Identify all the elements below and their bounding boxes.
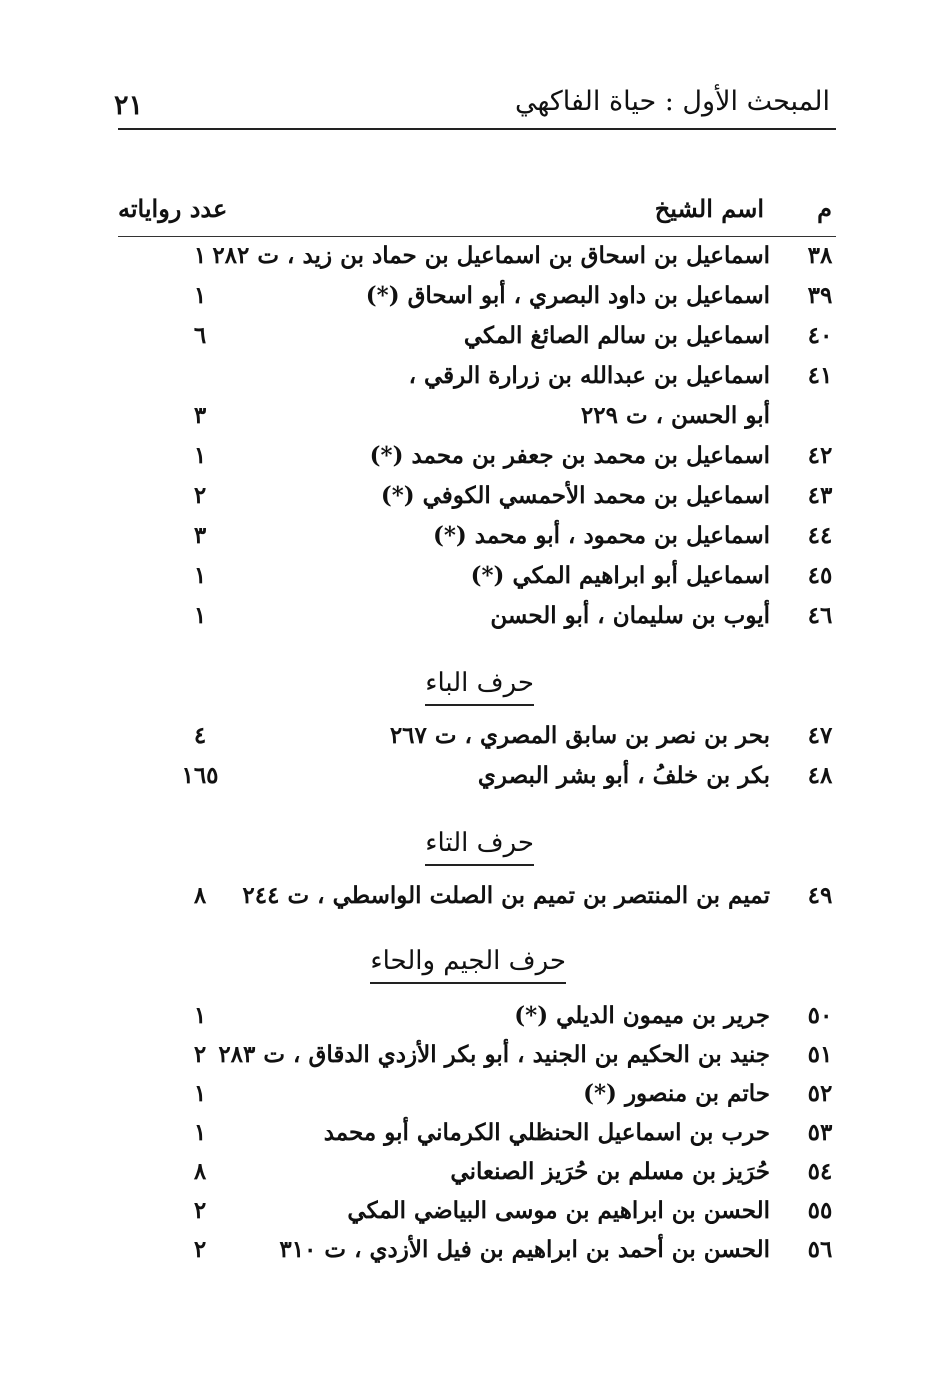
row-number: ٥٦ [807, 1236, 833, 1263]
running-header-title: المبحث الأول : حياة الفاكهي [514, 86, 830, 117]
row-number: ٤٩ [807, 882, 833, 909]
table-row [0, 722, 950, 762]
sheikh-name: الحسن بن ابراهيم بن موسى البياضي المكي [347, 1197, 770, 1224]
narration-count: ١ [193, 242, 207, 269]
section-heading-ba [425, 668, 534, 706]
table-row [0, 282, 950, 322]
sheikh-name: جرير بن ميمون الديلي (*) [514, 1002, 770, 1029]
narration-count: ١ [193, 602, 207, 629]
row-number: ٤٢ [807, 442, 833, 469]
section-underline [370, 982, 566, 984]
table-row [0, 1080, 950, 1120]
narration-count: ٨ [193, 882, 207, 909]
sheikh-name: جنيد بن الحكيم بن الجنيد ، أبو بكر الأزدي الدقاق ، ت ٢٨٣ [218, 1041, 770, 1068]
table-row [0, 1197, 950, 1237]
table-row [0, 322, 950, 362]
row-number: ٥٥ [807, 1197, 833, 1224]
table-row [0, 1236, 950, 1276]
table-row [0, 562, 950, 602]
section-heading-label: حرف الباء [425, 668, 534, 698]
sheikh-name: بحر بن نصر بن سابق المصري ، ت ٢٦٧ [389, 722, 770, 749]
table-row [0, 362, 950, 402]
row-number: ٥٠ [807, 1002, 833, 1029]
section-heading-jim-ha [370, 946, 566, 984]
narration-count: ٦ [193, 322, 207, 349]
header-rule [118, 128, 836, 130]
sheikh-name: حرب بن اسماعيل الحنظلي الكرماني أبو محمد [323, 1119, 770, 1146]
table-row [0, 1119, 950, 1159]
sheikh-name: تميم بن المنتصر بن تميم بن الصلت الواسطي ، ت ٢٤٤ [242, 882, 770, 909]
narration-count: ٣ [193, 522, 207, 549]
table-row [0, 762, 950, 802]
row-number: ٤٨ [807, 762, 833, 789]
row-number: ٥٤ [807, 1158, 833, 1185]
table-header-rule [118, 236, 836, 237]
sheikh-name: الحسن بن أحمد بن ابراهيم بن فيل الأزدي ، ت ٣١٠ [279, 1236, 770, 1263]
narration-count: ٢ [193, 1197, 207, 1224]
row-number: ٣٨ [807, 242, 833, 269]
table-row [0, 242, 950, 282]
table-row [0, 1158, 950, 1198]
sheikh-name: اسماعيل بن محمد الأحمسي الكوفي (*) [380, 482, 770, 509]
sheikh-name: حُرَيز بن مسلم بن حُرَيز الصنعاني [450, 1158, 770, 1185]
sheikh-name: حاتم بن منصور (*) [583, 1080, 770, 1107]
row-number: ٤٣ [807, 482, 833, 509]
sheikh-name: أبو الحسن ، ت ٢٢٩ [580, 402, 770, 429]
sheikh-name: اسماعيل بن محمد بن جعفر بن محمد (*) [369, 442, 770, 469]
page-number: ٢١ [114, 90, 144, 121]
narration-count: ٣ [193, 402, 207, 429]
narration-count: ١ [193, 562, 207, 589]
sheikh-name: أيوب بن سليمان ، أبو الحسن [490, 602, 770, 629]
narration-count: ١ [193, 1002, 207, 1029]
sheikh-name: اسماعيل بن سالم الصائغ المكي [463, 322, 770, 349]
narration-count: ١ [193, 442, 207, 469]
section-heading-label: حرف التاء [425, 828, 534, 858]
narration-count: ١ [193, 282, 207, 309]
row-number: ٥١ [807, 1041, 833, 1068]
table-row [0, 1041, 950, 1081]
table-row-continuation [0, 402, 950, 442]
row-number: ٤٦ [807, 602, 833, 629]
sheikh-name: اسماعيل بن اسحاق بن اسماعيل بن حماد بن زيد ، ت ٢٨٢ [212, 242, 770, 269]
table-row [0, 522, 950, 562]
sheikh-name: اسماعيل أبو ابراهيم المكي (*) [470, 562, 770, 589]
column-header-name: اسم الشيخ [654, 194, 764, 223]
table-row [0, 1002, 950, 1042]
row-number: ٤١ [807, 362, 833, 389]
sheikh-name: اسماعيل بن داود البصري ، أبو اسحاق (*) [365, 282, 770, 309]
row-number: ٤٠ [807, 322, 833, 349]
table-row [0, 602, 950, 642]
table-row [0, 882, 950, 922]
narration-count: ٤ [193, 722, 207, 749]
narration-count: ٢ [193, 1236, 207, 1263]
row-number: ٤٧ [807, 722, 833, 749]
narration-count: ١٦٥ [181, 762, 219, 789]
row-number: ٤٤ [807, 522, 833, 549]
narration-count: ٢ [193, 482, 207, 509]
sheikh-name: اسماعيل بن عبدالله بن زرارة الرقي ، [408, 362, 770, 389]
table-row [0, 442, 950, 482]
column-header-count: عدد رواياته [118, 194, 228, 223]
row-number: ٥٢ [807, 1080, 833, 1107]
narration-count: ١ [193, 1080, 207, 1107]
narration-count: ١ [193, 1119, 207, 1146]
row-number: ٤٥ [807, 562, 833, 589]
sheikh-name: اسماعيل بن محمود ، أبو محمد (*) [432, 522, 770, 549]
section-underline [425, 864, 534, 866]
column-header-number: م [817, 194, 832, 223]
section-heading-ta [425, 828, 534, 866]
section-heading-label: حرف الجيم والحاء [370, 946, 566, 976]
row-number: ٣٩ [807, 282, 833, 309]
table-row [0, 482, 950, 522]
sheikh-name: بكر بن خلفُ ، أبو بشر البصري [477, 762, 770, 789]
section-underline [425, 704, 534, 706]
row-number: ٥٣ [807, 1119, 833, 1146]
narration-count: ٢ [193, 1041, 207, 1068]
narration-count: ٨ [193, 1158, 207, 1185]
